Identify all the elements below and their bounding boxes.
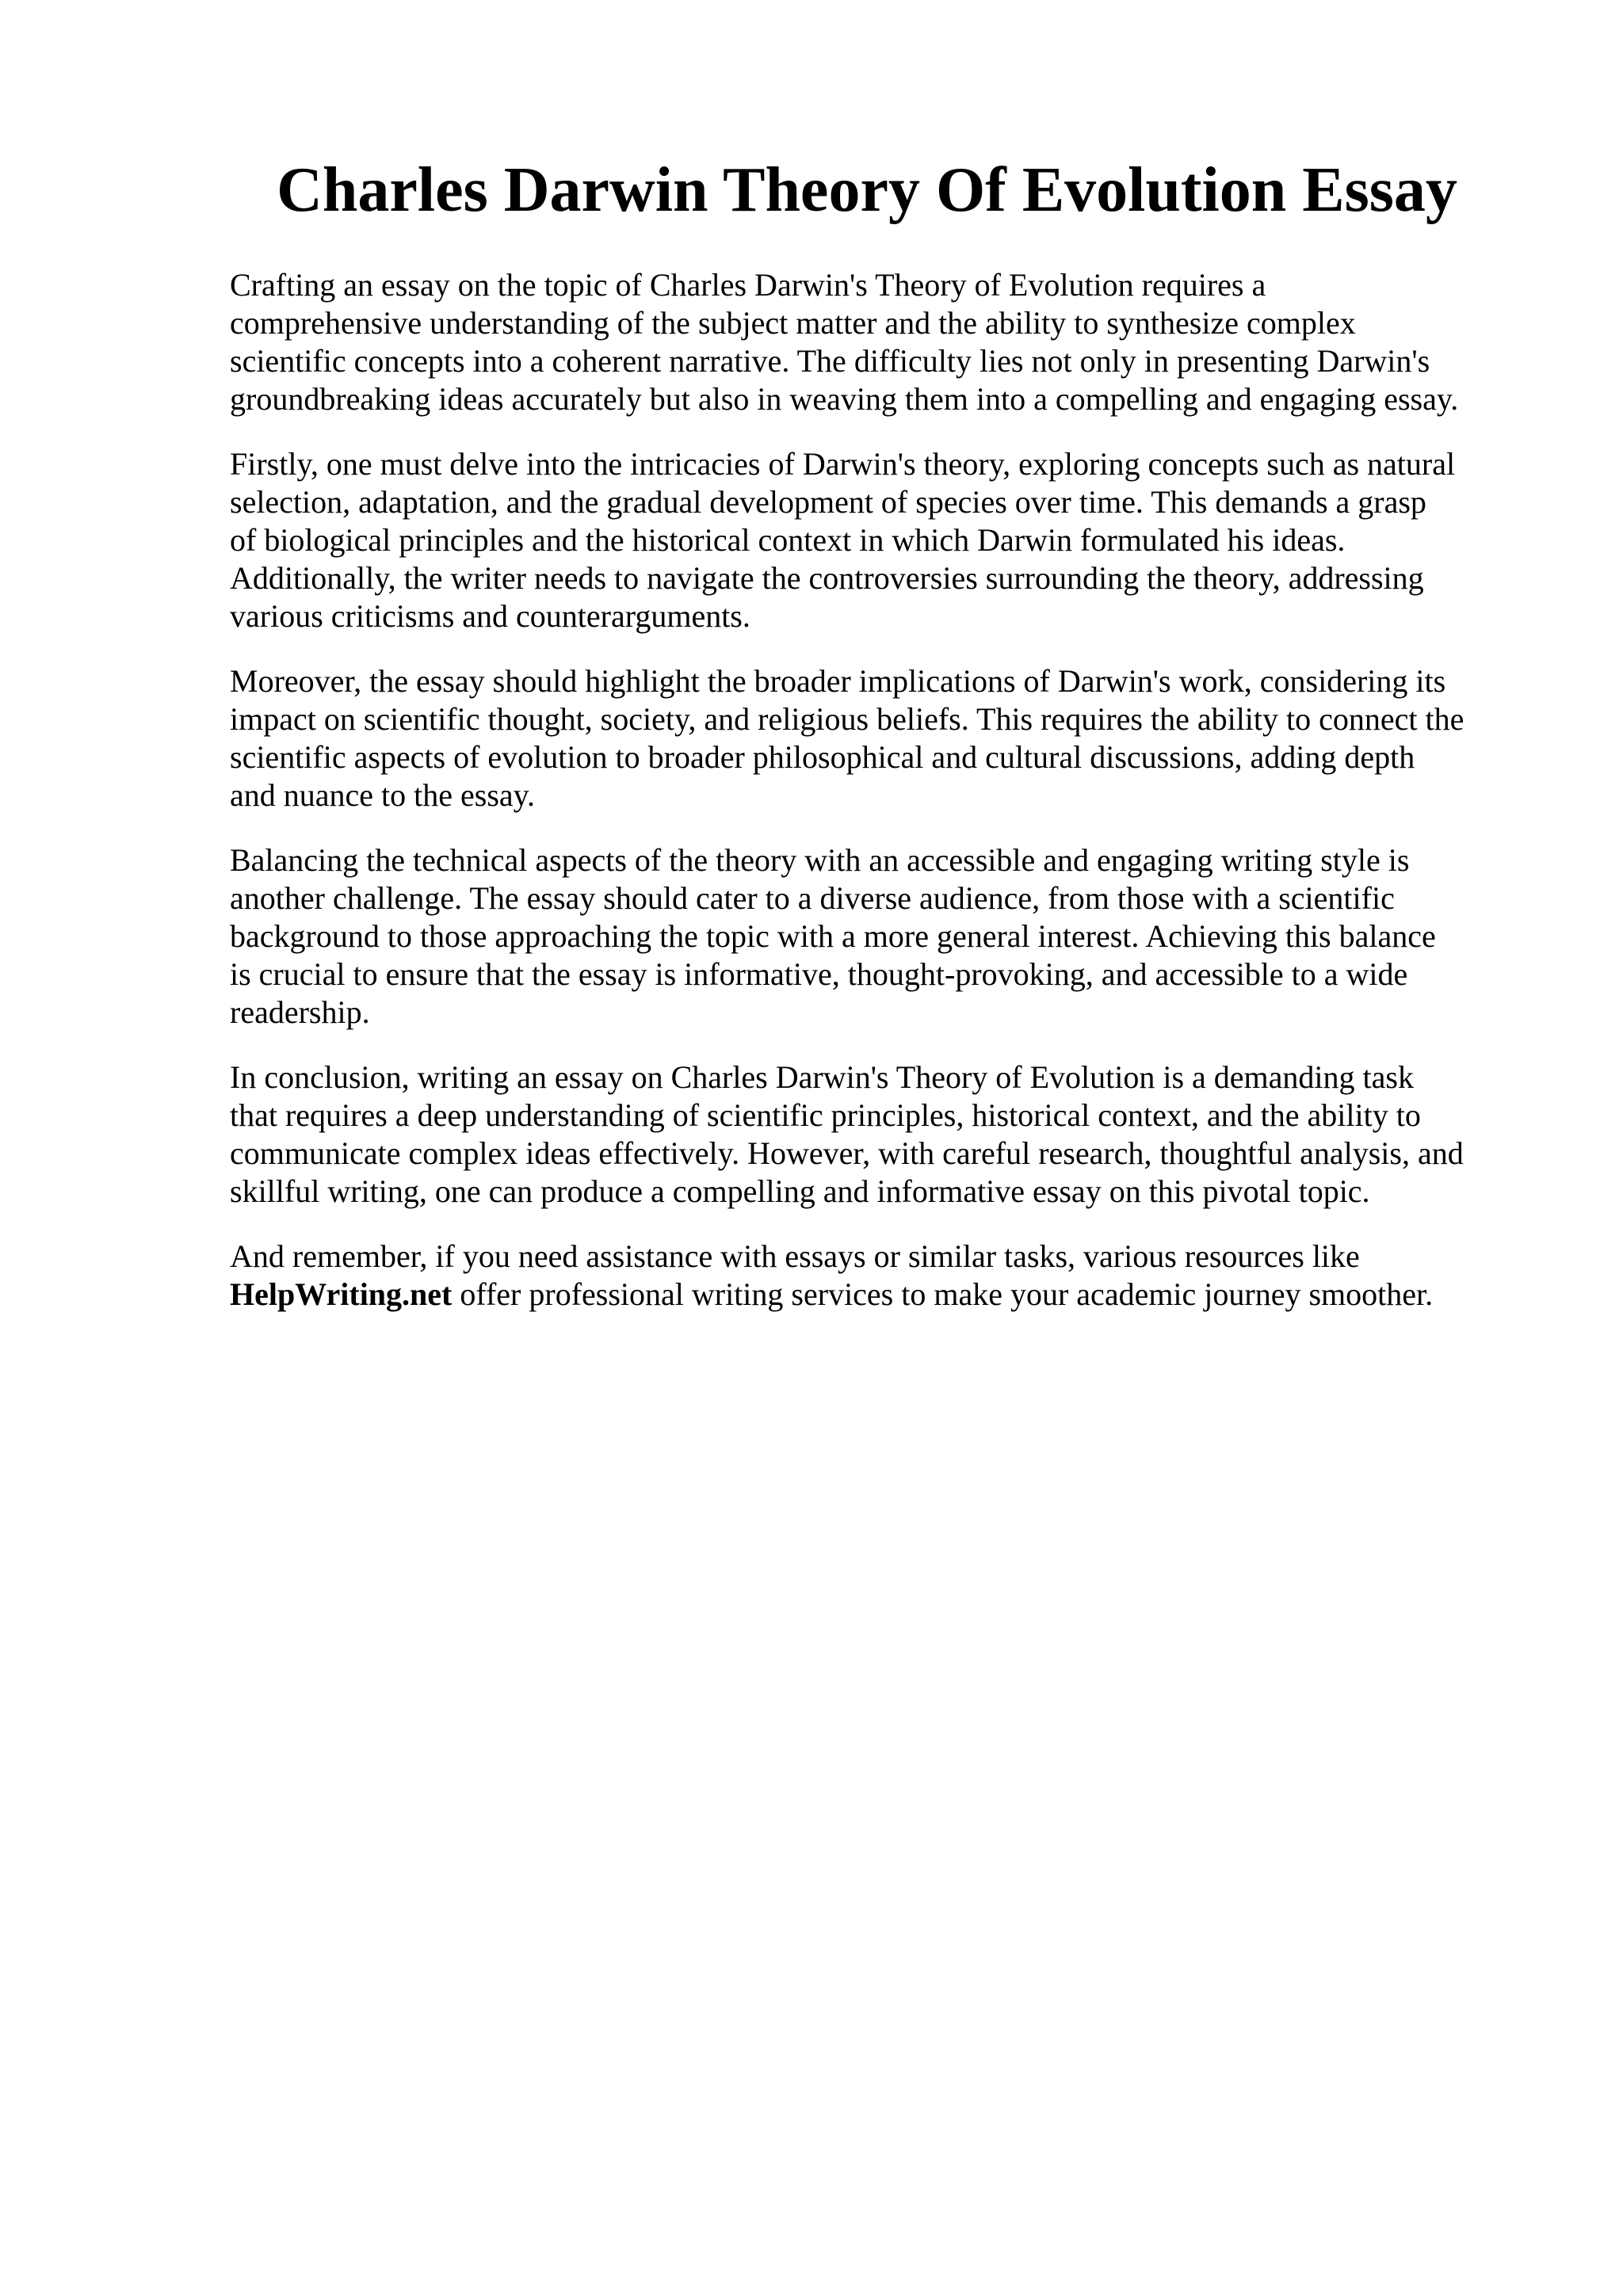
- text-line: In conclusion, writing an essay on Charles Darwin's Theory of Evolution is a demanding task: [230, 1059, 1414, 1095]
- text-line: of biological principles and the historical context in which Darwin formulated his ideas.: [230, 522, 1346, 558]
- text-line: Firstly, one must delve into the intricacies of Darwin's theory, exploring concepts such as natural: [230, 446, 1456, 482]
- text-line: that requires a deep understanding of scientific principles, historical context, and the ability to: [230, 1097, 1421, 1133]
- closing-text: offer professional writing services to make your academic journey smoother.: [452, 1276, 1434, 1312]
- paragraph-conclusion: [230, 1058, 1529, 1211]
- text-line: and nuance to the essay.: [230, 777, 536, 813]
- text-line: And remember, if you need assistance with essays or similar tasks, various resources like: [230, 1238, 1360, 1274]
- document-body: [230, 266, 1529, 1341]
- text-line-with-brand: [230, 1276, 1529, 1314]
- paragraph-intro: [230, 266, 1529, 418]
- text-line: selection, adaptation, and the gradual development of species over time. This demands a grasp: [230, 484, 1426, 520]
- brand-link[interactable]: HelpWriting.net: [230, 1276, 453, 1312]
- text-line: communicate complex ideas effectively. However, with careful research, thoughtful analysis, and: [230, 1135, 1464, 1171]
- document-title: Charles Darwin Theory Of Evolution Essay: [277, 155, 1457, 225]
- paragraph-balancing: [230, 841, 1529, 1032]
- paragraph-closing: [230, 1238, 1529, 1314]
- text-line: scientific concepts into a coherent narrative. The difficulty lies not only in presenting Darwin's: [230, 343, 1430, 379]
- text-line: Moreover, the essay should highlight the broader implications of Darwin's work, considering its: [230, 663, 1446, 699]
- text-line: another challenge. The essay should cater to a diverse audience, from those with a scientific: [230, 880, 1395, 916]
- text-line: impact on scientific thought, society, and religious beliefs. This requires the ability to connect the: [230, 701, 1465, 737]
- text-line: skillful writing, one can produce a compelling and informative essay on this pivotal topic.: [230, 1173, 1370, 1209]
- text-line: Additionally, the writer needs to navigate the controversies surrounding the theory, addressing: [230, 560, 1424, 596]
- text-line: scientific aspects of evolution to broader philosophical and cultural discussions, adding depth: [230, 739, 1415, 775]
- text-line: groundbreaking ideas accurately but also in weaving them into a compelling and engaging essay.: [230, 381, 1459, 417]
- text-line: is crucial to ensure that the essay is informative, thought-provoking, and accessible to a wide: [230, 956, 1408, 992]
- text-line: various criticisms and counterarguments.: [230, 598, 750, 634]
- paragraph-moreover: [230, 662, 1529, 814]
- text-line: background to those approaching the topic with a more general interest. Achieving this balance: [230, 918, 1436, 954]
- text-line: Crafting an essay on the topic of Charles Darwin's Theory of Evolution requires a: [230, 267, 1266, 303]
- text-line: readership.: [230, 994, 370, 1030]
- text-line: comprehensive understanding of the subject matter and the ability to synthesize complex: [230, 305, 1356, 341]
- paragraph-firstly: [230, 445, 1529, 635]
- text-line: Balancing the technical aspects of the theory with an accessible and engaging writing style is: [230, 842, 1410, 878]
